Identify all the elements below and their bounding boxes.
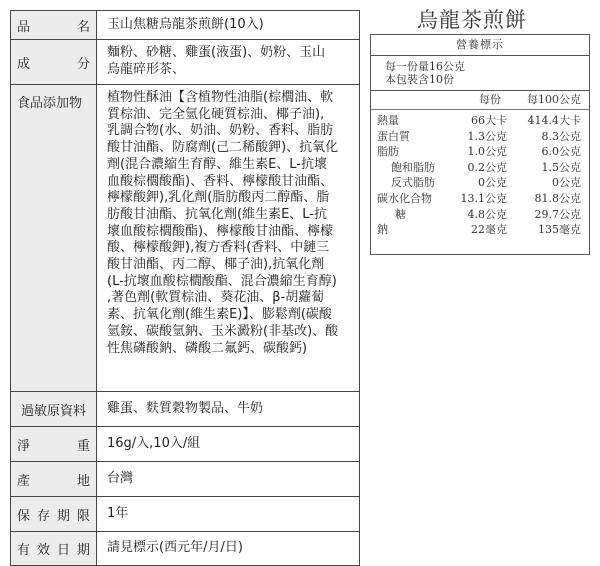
nutrition-row bbox=[371, 144, 589, 160]
label-row-shelf-life bbox=[11, 497, 359, 532]
label-key-origin bbox=[11, 462, 97, 496]
nutrient-per-100g: 414.4大卡 bbox=[527, 114, 581, 127]
label-value-expiry: 請見標示(西元年/月/日) bbox=[107, 540, 243, 556]
nutrient-per-serving: 22毫克 bbox=[471, 223, 507, 237]
nutrition-row bbox=[371, 129, 589, 145]
label-value-ingredients bbox=[97, 40, 359, 84]
nutrient-name: 碳水化合物 bbox=[377, 191, 432, 205]
additives-line: 檸檬酸鉀),乳化劑(脂肪酸丙二醇酯、脂 bbox=[107, 190, 330, 206]
additives-line: 酸甘油酯、丙二醇、椰子油),抗氧化劑 bbox=[107, 257, 325, 273]
label-key-additives bbox=[11, 85, 97, 391]
nutrient-per-100g: 81.8公克 bbox=[534, 191, 581, 205]
label-key-net-weight bbox=[11, 427, 97, 461]
label-row-net-weight bbox=[11, 427, 359, 462]
additives-line: 素、抗氧化劑(維生素E)】、膨鬆劑(碳酸 bbox=[107, 307, 332, 323]
label-value-product-name: 玉山焦糖烏龍茶煎餅(10入) bbox=[107, 16, 264, 32]
nutrient-name: 蛋白質 bbox=[377, 129, 410, 143]
nutrient-per-serving: 4.8公克 bbox=[467, 207, 507, 221]
additives-line: ,著色劑(軟質棕油、葵花油、β-胡蘿蔔 bbox=[107, 290, 325, 306]
label-row-expiry bbox=[11, 532, 359, 565]
additives-key-text: 食品添加物 bbox=[17, 96, 83, 111]
nutrient-name: 熱量 bbox=[377, 114, 399, 127]
additives-line: 壞血酸棕櫚酸酯)、檸檬酸甘油酯、檸檬 bbox=[107, 223, 334, 239]
key-char: 成 bbox=[17, 56, 31, 72]
label-row-additives bbox=[11, 85, 359, 392]
nutrition-column-header bbox=[371, 91, 589, 110]
nutrient-per-100g: 0公克 bbox=[552, 176, 581, 190]
additives-line: 乳調合物(水、奶油、奶粉、香料、脂肪 bbox=[107, 123, 334, 139]
nutrient-per-100g: 8.3公克 bbox=[541, 129, 581, 143]
nutrition-row bbox=[371, 160, 589, 176]
additives-line: 酸甘油酯、防腐劑(己二稀酸鉀)、抗氧化 bbox=[107, 140, 339, 156]
nutrient-per-100g: 1.5公克 bbox=[541, 160, 581, 174]
additives-line: 劑(混合濃縮生育醇、維生素E、L-抗壞 bbox=[107, 156, 327, 172]
allergen-key-text: 過敏原資料 bbox=[20, 403, 86, 419]
key-char: 期 bbox=[76, 543, 90, 558]
nutrient-per-serving: 1.3公克 bbox=[467, 129, 507, 143]
nutrition-facts-panel bbox=[370, 34, 590, 255]
servings-per-package: 本包裝含10份 bbox=[385, 73, 454, 86]
key-char: 保 bbox=[17, 508, 31, 524]
nutrient-per-serving: 0.2公克 bbox=[467, 160, 507, 174]
column-spacer bbox=[371, 91, 449, 109]
label-key-expiry bbox=[11, 532, 97, 565]
nutrition-row bbox=[371, 113, 589, 129]
additives-line: 性焦磷酸鈉、磷酸二氟鈣、碳酸鈣) bbox=[107, 340, 308, 356]
nutrition-row bbox=[371, 207, 589, 223]
column-per-100g: 每100公克 bbox=[527, 93, 581, 106]
nutrition-heading: 營養標示 bbox=[371, 35, 589, 56]
nutrition-product-title: 烏龍茶煎餅 bbox=[417, 8, 527, 32]
label-row-product-name bbox=[11, 11, 359, 40]
label-value-shelf-life: 1年 bbox=[107, 505, 129, 521]
nutrient-per-serving: 0公克 bbox=[478, 176, 507, 190]
label-key-allergen bbox=[11, 392, 97, 426]
ingredients-line: 麵粉、砂糖、雞蛋(液蛋)、奶粉、玉山 bbox=[107, 45, 326, 60]
nutrient-per-100g: 6.0公克 bbox=[541, 145, 581, 159]
label-value-allergen: 雞蛋、麩質穀物製品、牛奶 bbox=[107, 400, 264, 416]
label-row-allergen bbox=[11, 392, 359, 427]
key-char: 地 bbox=[76, 473, 90, 489]
column-per-serving: 每份 bbox=[479, 93, 501, 106]
key-char: 名 bbox=[76, 19, 90, 35]
nutrient-name: 脂肪 bbox=[377, 145, 399, 159]
label-value-net-weight: 16g/入,10入/組 bbox=[107, 435, 201, 451]
key-char: 效 bbox=[36, 543, 50, 558]
nutrient-name: 糖 bbox=[395, 207, 406, 221]
nutrition-row bbox=[371, 175, 589, 191]
label-row-origin bbox=[11, 462, 359, 497]
label-key-product-name bbox=[11, 11, 97, 39]
nutrient-name: 飽和脂肪 bbox=[391, 160, 435, 174]
additives-line: 酸、檸檬酸鉀),複方香料(香料、中鏈三 bbox=[107, 240, 330, 256]
nutrient-per-100g: 29.7公克 bbox=[534, 207, 581, 221]
key-char: 有 bbox=[17, 543, 31, 558]
nutrition-row bbox=[371, 222, 589, 238]
product-label-table bbox=[10, 10, 360, 566]
nutrition-row bbox=[371, 191, 589, 207]
key-char: 限 bbox=[76, 508, 90, 524]
nutrient-per-serving: 13.1公克 bbox=[460, 191, 507, 205]
nutrition-serving-info bbox=[371, 56, 589, 91]
label-row-ingredients bbox=[11, 40, 359, 85]
nutrient-name: 鈉 bbox=[377, 223, 388, 237]
additives-line: 肪酸甘油酯、抗氧化劑(維生素E、L-抗 bbox=[107, 206, 327, 222]
additives-line: 質棕油、完全氫化硬質棕油、椰子油), bbox=[107, 106, 325, 122]
nutrient-per-serving: 1.0公克 bbox=[467, 145, 507, 159]
label-key-ingredients bbox=[11, 40, 97, 84]
additives-line: 植物性酥油【含植物性油脂(棕櫚油、軟 bbox=[107, 90, 334, 105]
ingredients-line: 烏龍碎形茶、 bbox=[107, 61, 186, 77]
serving-size: 每一份量16公克 bbox=[385, 60, 465, 73]
additives-line: (L-抗壞血酸棕櫚酸酯、混合濃縮生育醇) bbox=[107, 273, 337, 289]
nutrition-rows bbox=[371, 110, 589, 238]
key-char: 存 bbox=[36, 508, 50, 524]
key-char: 重 bbox=[76, 438, 90, 454]
key-char: 日 bbox=[56, 543, 70, 558]
additives-line: 氫銨、碳酸氫鈉、玉米澱粉(非基改)、酸 bbox=[107, 323, 339, 339]
key-char: 分 bbox=[76, 56, 90, 72]
label-value-origin: 台灣 bbox=[107, 470, 134, 486]
additives-line: 血酸棕櫚酸酯)、香料、檸檬酸甘油酯、 bbox=[107, 173, 334, 189]
key-char: 淨 bbox=[17, 438, 31, 454]
label-value-additives bbox=[97, 85, 359, 391]
nutrient-name: 反式脂肪 bbox=[391, 176, 435, 190]
label-key-shelf-life bbox=[11, 497, 97, 531]
nutrient-per-100g: 135毫克 bbox=[538, 223, 581, 237]
key-char: 品 bbox=[17, 19, 31, 35]
nutrient-per-serving: 66大卡 bbox=[471, 114, 507, 127]
key-char: 產 bbox=[17, 473, 31, 489]
key-char: 期 bbox=[56, 508, 70, 524]
